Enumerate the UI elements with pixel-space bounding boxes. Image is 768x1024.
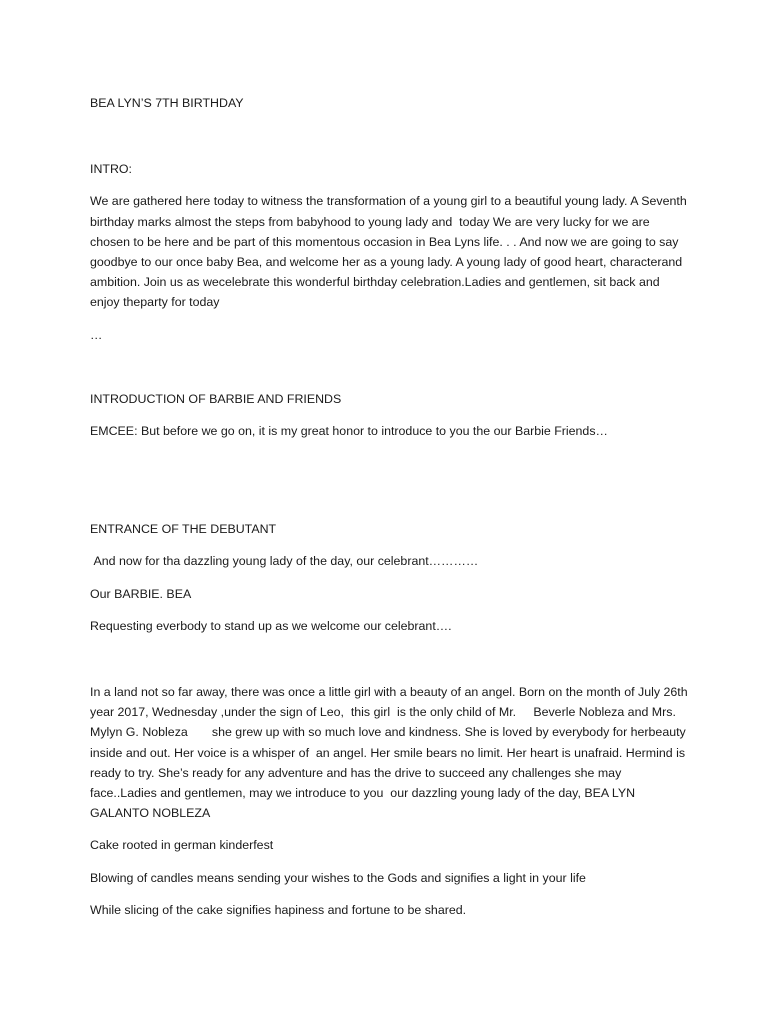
cake-line: Cake rooted in german kinderfest bbox=[90, 838, 274, 853]
barbie-paragraph: EMCEE: But before we go on, it is my great honor to introduce to you the our Barbie Friends… bbox=[90, 424, 608, 439]
ellipsis-line: … bbox=[90, 327, 103, 342]
document-title: BEA LYN’S 7TH BIRTHDAY bbox=[90, 96, 244, 110]
cake-line: Blowing of candles means sending your wishes to the Gods and signifies a light in your life bbox=[90, 870, 586, 885]
intro-heading: INTRO: bbox=[90, 162, 132, 177]
debutant-line: Requesting everbody to stand up as we welcome our celebrant…. bbox=[90, 618, 452, 633]
intro-paragraph: We are gathered here today to witness the transformation of a young girl to a beautiful young lady. A Seventh birthday marks almost the steps from babyhood to young lady and today We are very lucky for we are chosen to be here and be part of this momentous occasion in Bea Lyns life. . . And now we are going to say goodbye to our once baby Bea, and welcome her as a young lady. A young lady of good heart, characterand ambition. Join us as wecelebrate this wonderful birthday celebration.Ladies and gentlemen, sit back and enjoy theparty for today bbox=[90, 194, 691, 310]
debutant-line: And now for tha dazzling young lady of the day, our celebrant………… bbox=[90, 554, 479, 569]
barbie-heading: INTRODUCTION OF BARBIE AND FRIENDS bbox=[90, 391, 342, 406]
story-paragraph: In a land not so far away, there was once a little girl with a beauty of an angel. Born on the month of July 26th year 2017, Wednesday ,under the sign of Leo, this girl is the only child of Mr. Beverle Nobleza and Mrs. Mylyn G. Nobleza she grew up with so much love and kindness. She is loved by everybody for herbeauty inside and out. Her voice is a whisper of an angel. Her smile bears no limit. Her heart is unafraid. Hermind is ready to try. She’s ready for any adventure and has the drive to succeed any challenges she may face..Ladies and gentlemen, may we introduce to you our dazzling young lady of the day, BEA LYN GALANTO NOBLEZA bbox=[90, 685, 692, 821]
debutant-line: Our BARBIE. BEA bbox=[90, 586, 192, 601]
document-body bbox=[90, 93, 690, 920]
debutant-heading: ENTRANCE OF THE DEBUTANT bbox=[90, 522, 277, 537]
cake-line: While slicing of the cake signifies hapiness and fortune to be shared. bbox=[90, 902, 467, 917]
